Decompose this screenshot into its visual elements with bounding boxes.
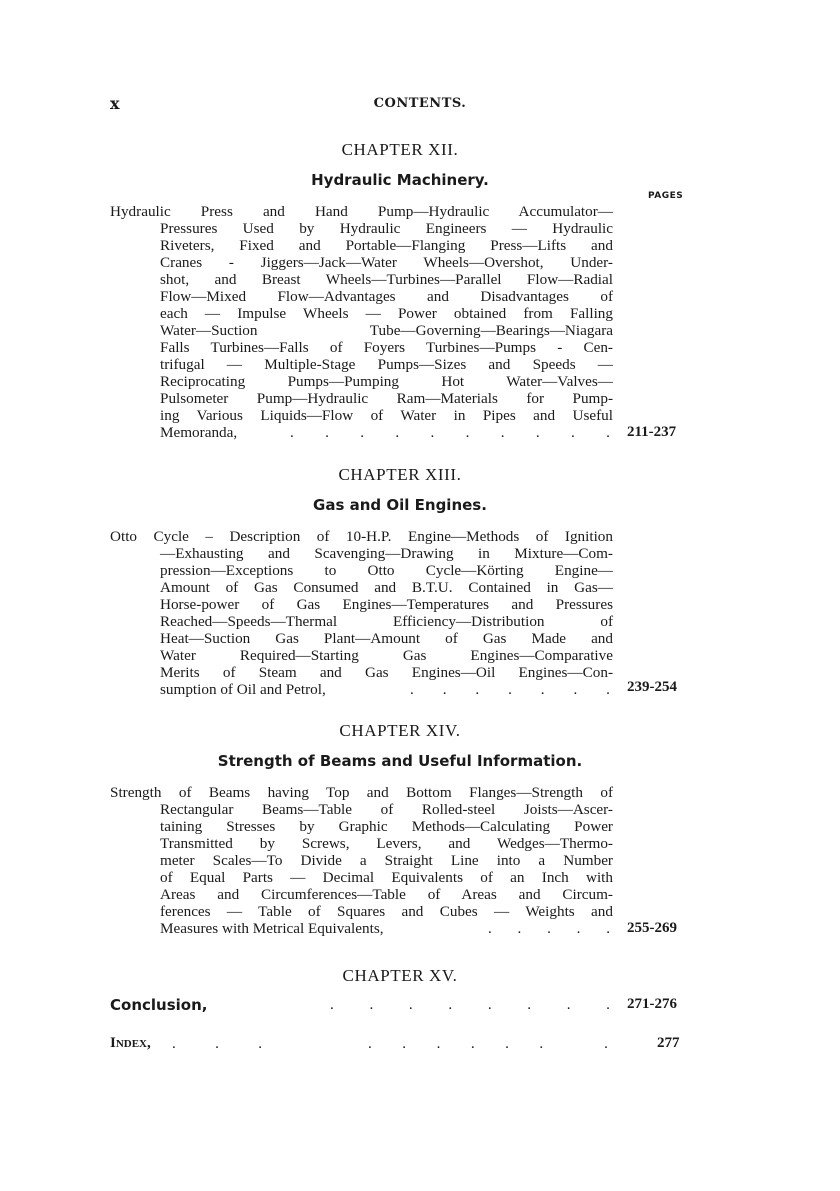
entry-line: Rectangular Beams—Table of Rolled-steel Joists—Ascer- [160, 801, 613, 818]
entry-line: Flow—Mixed Flow—Advantages and Disadvantages of [160, 288, 613, 305]
entry-line: Pulsometer Pump—Hydraulic Ram—Materials for Pump- [160, 390, 613, 407]
page-range: 239-254 [627, 679, 677, 695]
index-label: Index, [110, 1035, 151, 1051]
chapter-title: Strength of Beams and Useful Information. [217, 752, 583, 770]
entry-line: Cranes - Jiggers—Jack—Water Wheels—Overshot, Under- [160, 254, 613, 271]
dot-leader: . . . . . . . [368, 1035, 608, 1052]
dot-leader: . . . . . [488, 920, 610, 937]
entry-line: of Equal Parts — Decimal Equivalents of an Inch with [160, 869, 613, 886]
page-range: 255-269 [627, 920, 677, 936]
entry-last-line: Measures with Metrical Equivalents, [160, 920, 384, 937]
entry-line: Reciprocating Pumps—Pumping Hot Water—Valves— [160, 373, 613, 390]
entry-line: Areas and Circumferences—Table of Areas and Circum- [160, 886, 613, 903]
entry-line: Strength of Beams having Top and Bottom Flanges—Strength of [110, 784, 613, 801]
entry-line: Water—Suction Tube—Governing—Bearings—Niagara [160, 322, 613, 339]
page-range: 271-276 [627, 996, 677, 1012]
dot-leader: . . . . . . . . [330, 996, 610, 1013]
entry-line: Falls Turbines—Falls of Foyers Turbines—Pumps - Cen- [160, 339, 613, 356]
entry-line: Reached—Speeds—Thermal Efficiency—Distribution of [160, 613, 613, 630]
entry-line: —Exhausting and Scavenging—Drawing in Mixture—Com- [160, 545, 613, 562]
page-number: 277 [657, 1035, 680, 1051]
entry-line: meter Scales—To Divide a Straight Line into a Number [160, 852, 613, 869]
chapter-heading: CHAPTER XIV. [339, 721, 461, 740]
entry-line: Merits of Steam and Gas Engines—Oil Engines—Con- [160, 664, 613, 681]
entry-line: trifugal — Multiple-Stage Pumps—Sizes and Speeds — [160, 356, 613, 373]
pages-label: PAGES [648, 191, 684, 201]
entry-line: shot, and Breast Wheels—Turbines—Parallel Flow—Radial [160, 271, 613, 288]
chapter-heading: CHAPTER XV. [342, 966, 458, 985]
entry-line: pression—Exceptions to Otto Cycle—Körting Engine— [160, 562, 613, 579]
entry-last-line: sumption of Oil and Petrol, [160, 681, 326, 698]
entry-line: Amount of Gas Consumed and B.T.U. Contained in Gas— [160, 579, 613, 596]
entry-line: Water Required—Starting Gas Engines—Comparative [160, 647, 613, 664]
chapter-title: Hydraulic Machinery. [311, 171, 489, 189]
running-title: CONTENTS. [373, 96, 467, 111]
entry-line: ing Various Liquids—Flow of Water in Pipes and Useful [160, 407, 613, 424]
chapter-title: Gas and Oil Engines. [313, 496, 487, 514]
page-range: 211-237 [627, 424, 677, 440]
page-marker: x [110, 94, 120, 113]
entry-line: Transmitted by Screws, Levers, and Wedges—Thermo- [160, 835, 613, 852]
dot-leader: . . . . . . . [410, 681, 610, 698]
dot-leader: . . . [172, 1035, 262, 1052]
chapter-heading: CHAPTER XII. [341, 140, 459, 159]
chapter-heading: CHAPTER XIII. [338, 465, 462, 484]
entry-line: Otto Cycle – Description of 10-H.P. Engine—Methods of Ignition [110, 528, 613, 545]
entry-line: Pressures Used by Hydraulic Engineers — Hydraulic [160, 220, 613, 237]
entry-line: each — Impulse Wheels — Power obtained from Falling [160, 305, 613, 322]
entry-line: Riveters, Fixed and Portable—Flanging Press—Lifts and [160, 237, 613, 254]
chapter-title: Conclusion, [110, 996, 208, 1014]
dot-leader: . . . . . . . . . . [290, 424, 610, 441]
entry-last-line: Memoranda, [160, 424, 238, 441]
entry-line: Heat—Suction Gas Plant—Amount of Gas Made and [160, 630, 613, 647]
entry-line: ferences — Table of Squares and Cubes — Weights and [160, 903, 613, 920]
entry-line: Horse-power of Gas Engines—Temperatures and Pressures [160, 596, 613, 613]
entry-line: Hydraulic Press and Hand Pump—Hydraulic Accumulator— [110, 203, 613, 220]
entry-line: taining Stresses by Graphic Methods—Calculating Power [160, 818, 613, 835]
